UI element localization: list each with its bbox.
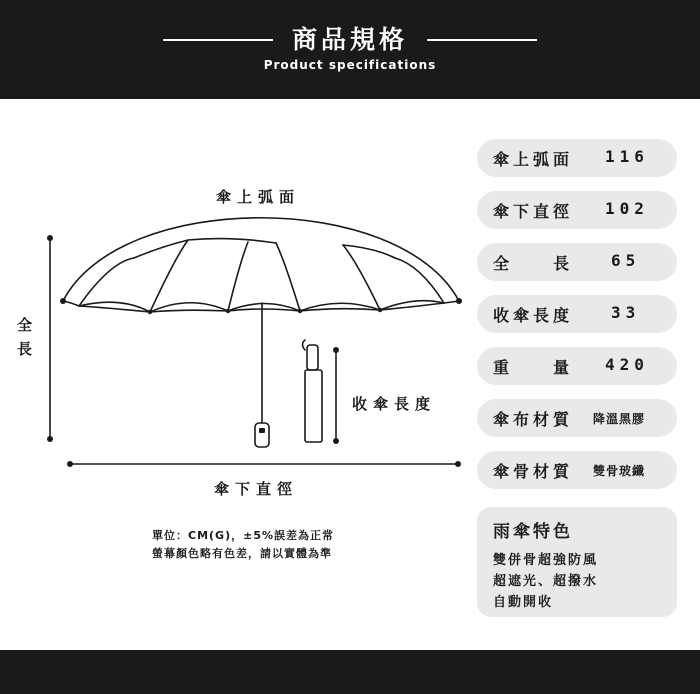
canopy-rib (150, 240, 188, 312)
feature-line: 雙併骨超強防風 (493, 553, 599, 568)
feature-line: 自動開收 (493, 595, 554, 610)
folded-dim-endpoint-bottom (333, 438, 339, 444)
canopy-rib (79, 258, 134, 306)
diameter-dim-endpoint-left (67, 461, 73, 467)
page-subtitle: Product specifications (263, 58, 437, 72)
rim-tip (378, 308, 382, 312)
folded-umbrella-grip (307, 345, 318, 370)
spec-value: 雙骨玻纖 (593, 464, 646, 478)
spec-label: 全 長 (493, 254, 574, 273)
spec-folded-length (477, 295, 677, 333)
spec-value: 33 (611, 303, 641, 322)
feature-line: 超遮光、超撥水 (493, 574, 599, 589)
folded-dim-endpoint-top (333, 347, 339, 353)
umbrella-handle (255, 423, 269, 447)
length-dim-endpoint-bottom (47, 436, 53, 442)
diameter-dim-endpoint-right (455, 461, 461, 467)
spec-label: 傘布材質 (493, 410, 574, 429)
spec-label: 傘上弧面 (493, 150, 574, 169)
spec-label: 傘骨材質 (493, 462, 574, 481)
folded-length-label: 收傘長度 (352, 395, 437, 413)
rim-tip-left (60, 298, 66, 304)
canopy-arc-label: 傘上弧面 (216, 188, 301, 206)
canopy-rib (343, 245, 380, 310)
bottom-diameter-label: 傘下直徑 (214, 480, 299, 498)
spec-frame-material (477, 451, 677, 489)
spec-label: 傘下直徑 (493, 202, 574, 221)
spec-label: 收傘長度 (493, 306, 574, 325)
spec-canopy-arc (477, 139, 677, 177)
spec-value: 102 (605, 199, 649, 218)
spec-weight (477, 347, 677, 385)
footer-band (0, 650, 700, 694)
rim-tip (226, 309, 230, 313)
unit-note: 單位：CM(G)，±5%誤差為正常 (152, 529, 334, 542)
canopy-rib (276, 243, 300, 311)
color-note: 螢幕顏色略有色差，請以實體為準 (152, 547, 332, 560)
spec-total-length (477, 243, 677, 281)
spec-label: 重 量 (493, 358, 574, 377)
spec-fabric-material (477, 399, 677, 437)
page-title: 商品規格 (291, 25, 408, 54)
rim-tip (298, 309, 302, 313)
spec-value: 116 (605, 147, 649, 166)
rim-tip (148, 310, 152, 314)
total-length-label-2: 長 (17, 340, 39, 358)
canopy-rib (228, 242, 248, 311)
canopy-rib (395, 258, 444, 303)
spec-value: 420 (605, 355, 649, 374)
spec-bottom-diameter (477, 191, 677, 229)
features-title: 雨傘特色 (493, 522, 573, 542)
total-length-label-1: 全 (17, 316, 39, 334)
spec-value: 65 (611, 251, 641, 270)
length-dim-endpoint-top (47, 235, 53, 241)
rim-tip-right (456, 298, 462, 304)
folded-umbrella-body (305, 370, 322, 442)
handle-button (259, 428, 265, 433)
features-box (477, 507, 677, 617)
canopy-rib (134, 239, 395, 258)
spec-value: 降溫黑膠 (593, 412, 646, 426)
folded-umbrella-strap (303, 340, 306, 350)
